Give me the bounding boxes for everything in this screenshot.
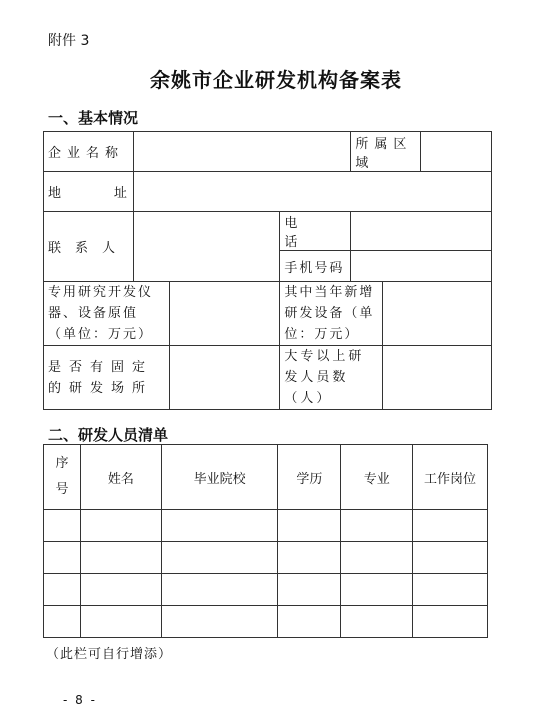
staff-table-header — [44, 445, 488, 510]
staff-count-label: 大专以上研发人员数（人） — [280, 346, 383, 410]
cell-name[interactable] — [80, 606, 161, 638]
col-major-header: 专业 — [341, 445, 413, 510]
cell-name[interactable] — [80, 510, 161, 542]
company-name-field[interactable] — [133, 132, 350, 172]
table-row — [44, 574, 488, 606]
col-seq-char-1: 序 — [55, 456, 69, 471]
staff-count-field[interactable] — [383, 346, 492, 410]
cell-school[interactable] — [161, 574, 278, 606]
contact-label: 联系人 — [44, 212, 134, 282]
mobile-label: 手机号码 — [280, 251, 351, 282]
cell-seq[interactable] — [44, 606, 81, 638]
cell-position[interactable] — [413, 606, 488, 638]
basic-info-table — [43, 131, 492, 410]
cell-major[interactable] — [341, 574, 413, 606]
cell-position[interactable] — [413, 510, 488, 542]
table-row — [44, 510, 488, 542]
attachment-label: 附件 3 — [48, 33, 90, 49]
equipment-label: 专用研究开发仪器、设备原值（单位：万元） — [44, 282, 170, 346]
page-number: - 8 - — [63, 693, 97, 707]
section-heading-staff-list: 二、研发人员清单 — [48, 426, 169, 444]
section-heading-basic-info: 一、基本情况 — [48, 109, 139, 127]
cell-degree[interactable] — [278, 510, 341, 542]
table-row — [44, 606, 488, 638]
fixed-site-field[interactable] — [169, 346, 280, 410]
cell-school[interactable] — [161, 510, 278, 542]
cell-seq[interactable] — [44, 510, 81, 542]
row-address — [44, 172, 492, 212]
row-company-name — [44, 132, 492, 172]
cell-major[interactable] — [341, 606, 413, 638]
contact-field[interactable] — [133, 212, 280, 282]
staff-list-table — [43, 444, 488, 638]
mobile-field[interactable] — [351, 251, 492, 282]
address-label-char-1: 地 — [48, 186, 62, 201]
cell-name[interactable] — [80, 574, 161, 606]
row-equipment — [44, 282, 492, 346]
col-position-header: 工作岗位 — [413, 445, 488, 510]
new-equipment-label: 其中当年新增研发设备（单位：万元） — [280, 282, 383, 346]
table-row — [44, 542, 488, 574]
col-seq-char-2: 号 — [55, 482, 69, 497]
cell-position[interactable] — [413, 574, 488, 606]
col-name-header: 姓名 — [80, 445, 161, 510]
col-degree-header: 学历 — [278, 445, 341, 510]
phone-label: 电话 — [280, 212, 351, 251]
region-field[interactable] — [421, 132, 492, 172]
col-school-header: 毕业院校 — [161, 445, 278, 510]
equipment-field[interactable] — [169, 282, 280, 346]
cell-position[interactable] — [413, 542, 488, 574]
fixed-site-label: 是否有固定的研发场所 — [44, 346, 170, 410]
cell-name[interactable] — [80, 542, 161, 574]
region-label: 所属区域 — [351, 132, 421, 172]
page-title: 余姚市企业研发机构备案表 — [150, 68, 402, 92]
row-site-staff — [44, 346, 492, 410]
cell-seq[interactable] — [44, 574, 81, 606]
address-label-char-2: 址 — [113, 186, 127, 201]
add-rows-note: （此栏可自行增添） — [46, 647, 173, 662]
company-name-label: 企业名称 — [44, 132, 134, 172]
cell-school[interactable] — [161, 542, 278, 574]
cell-major[interactable] — [341, 542, 413, 574]
phone-field[interactable] — [351, 212, 492, 251]
new-equipment-field[interactable] — [383, 282, 492, 346]
cell-major[interactable] — [341, 510, 413, 542]
cell-seq[interactable] — [44, 542, 81, 574]
address-label — [44, 172, 134, 212]
col-seq-header — [44, 445, 81, 510]
cell-school[interactable] — [161, 606, 278, 638]
cell-degree[interactable] — [278, 542, 341, 574]
row-contact-phone — [44, 212, 492, 251]
cell-degree[interactable] — [278, 606, 341, 638]
address-field[interactable] — [133, 172, 491, 212]
cell-degree[interactable] — [278, 574, 341, 606]
